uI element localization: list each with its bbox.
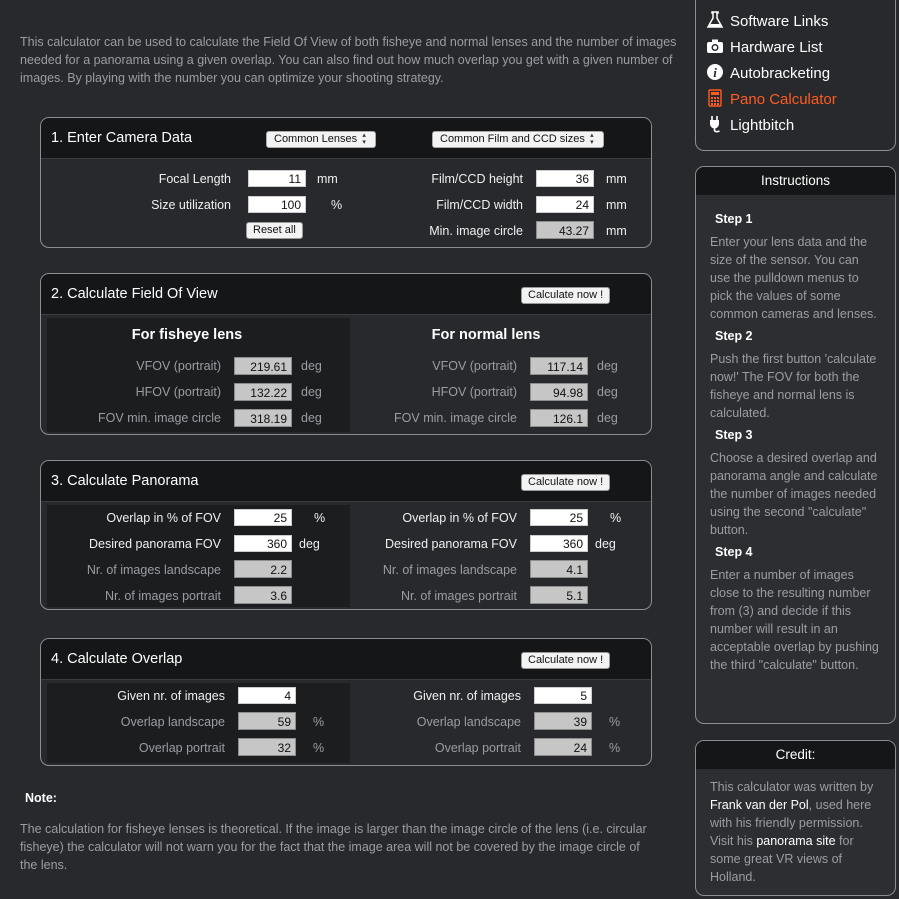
nav-item-label: Lightbitch xyxy=(730,117,795,134)
panorama-panel xyxy=(40,460,652,610)
nav-item-lightbitch[interactable] xyxy=(706,115,794,137)
normal-vfov-output: 117.14 xyxy=(530,357,588,375)
step-text: Choose a desired overlap and panorama angle and calculate the number of images needed using the second "calculate" button. xyxy=(710,451,878,537)
nav-item-software-links[interactable] xyxy=(706,11,828,33)
normal-circle-output: 126.1 xyxy=(530,409,588,427)
fov-circle-label: FOV min. image circle xyxy=(394,411,517,425)
focal-length-label: Focal Length xyxy=(158,172,231,186)
vfov-label: VFOV (portrait) xyxy=(432,359,517,373)
film-ccd-select[interactable]: Common Film and CCD sizes ▴▾ xyxy=(432,131,604,148)
step-title: Step 1 xyxy=(715,212,753,226)
overlap-label: Overlap in % of FOV xyxy=(402,511,517,525)
unit-label: deg xyxy=(301,385,322,399)
nav-menu xyxy=(695,0,896,151)
svg-text:i: i xyxy=(713,65,717,80)
normal-given-images-input[interactable]: 5 xyxy=(534,687,592,704)
focal-length-input[interactable]: 11 xyxy=(248,170,306,187)
unit-label: deg xyxy=(597,385,618,399)
min-image-circle-label: Min. image circle xyxy=(429,224,523,238)
size-utilization-input[interactable]: 100 xyxy=(248,196,306,213)
unit-label: mm xyxy=(317,172,338,186)
hfov-label: HFOV (portrait) xyxy=(135,385,221,399)
panel-title: 2. Calculate Field Of View xyxy=(51,286,218,302)
unit-label: deg xyxy=(299,537,320,551)
normal-hfov-output: 94.98 xyxy=(530,383,588,401)
note-title: Note: xyxy=(25,791,57,805)
normal-heading: For normal lens xyxy=(431,327,541,343)
normal-landscape-output: 4.1 xyxy=(530,560,588,578)
note-text: The calculation for fisheye lenses is theoretical. If the image is larger than the image circle of the lens (i.e. circular fisheye) the calculator will not warn you for the fact that the image area will not be covered by the image circle of the lens. xyxy=(20,822,647,872)
step-text: Enter a number of images close to the resulting number from (3) and decide if this number will result in an acceptable overlap by pushing the third "calculate" button. xyxy=(710,568,879,672)
panel-title: 3. Calculate Panorama xyxy=(51,473,199,489)
instructions-title: Instructions xyxy=(696,167,895,195)
nav-item-label: Hardware List xyxy=(730,39,823,56)
unit-label: % xyxy=(610,511,622,525)
calculator-icon xyxy=(706,89,724,107)
given-images-label: Given nr. of images xyxy=(117,689,225,703)
flask-icon xyxy=(706,11,724,29)
images-portrait-label: Nr. of images portrait xyxy=(400,589,517,603)
film-height-label: Film/CCD height xyxy=(431,172,523,186)
images-portrait-label: Nr. of images portrait xyxy=(104,589,221,603)
credit-box xyxy=(695,740,896,896)
step-title: Step 2 xyxy=(715,329,753,343)
fisheye-landscape-output: 2.2 xyxy=(234,560,292,578)
unit-label: % xyxy=(331,198,343,212)
overlap-portrait-label: Overlap portrait xyxy=(434,741,521,755)
calculate-overlap-button[interactable]: Calculate now ! xyxy=(521,652,610,669)
overlap-landscape-label: Overlap landscape xyxy=(120,715,225,729)
credit-title: Credit: xyxy=(696,741,895,769)
unit-label: deg xyxy=(595,537,616,551)
fisheye-overlap-landscape-output: 59 xyxy=(238,712,296,730)
nav-item-label: Software Links xyxy=(730,13,829,30)
unit-label: deg xyxy=(597,411,618,425)
unit-label: mm xyxy=(606,198,627,212)
fisheye-hfov-output: 132.22 xyxy=(234,383,292,401)
fisheye-overlap-input[interactable]: 25 xyxy=(234,509,292,526)
film-width-input[interactable]: 24 xyxy=(536,196,594,213)
overlap-portrait-label: Overlap portrait xyxy=(138,741,225,755)
images-landscape-label: Nr. of images landscape xyxy=(382,563,517,577)
instructions-box xyxy=(695,166,896,724)
fisheye-vfov-output: 219.61 xyxy=(234,357,292,375)
normal-portrait-output: 5.1 xyxy=(530,586,588,604)
step-title: Step 4 xyxy=(715,545,753,559)
fov-circle-label: FOV min. image circle xyxy=(98,411,221,425)
unit-label: % xyxy=(314,511,326,525)
panel-title: 4. Calculate Overlap xyxy=(51,651,183,667)
film-width-label: Film/CCD width xyxy=(436,198,523,212)
fisheye-given-images-input[interactable]: 4 xyxy=(238,687,296,704)
overlap-landscape-label: Overlap landscape xyxy=(416,715,521,729)
nav-item-hardware-list[interactable] xyxy=(706,37,823,59)
unit-label: % xyxy=(313,715,325,729)
nav-item-label: Autobracketing xyxy=(730,65,831,82)
normal-overlap-input[interactable]: 25 xyxy=(530,509,588,526)
fisheye-pano-fov-input[interactable]: 360 xyxy=(234,535,292,552)
overlap-label: Overlap in % of FOV xyxy=(106,511,221,525)
reset-all-button[interactable]: Reset all xyxy=(246,222,303,239)
intro-text: This calculator can be used to calculate the Field Of View of both fisheye and normal lenses and the number of images needed for a panorama using a given overlap. You can also find out how much overlap you get with a given number of images. By playing with the number you can optimize your shooting strategy. xyxy=(20,35,677,85)
unit-label: deg xyxy=(301,359,322,373)
credit-text: This calculator was written by xyxy=(710,780,874,794)
pano-fov-label: Desired panorama FOV xyxy=(384,537,517,551)
unit-label: deg xyxy=(597,359,618,373)
pano-fov-label: Desired panorama FOV xyxy=(88,537,221,551)
fov-panel xyxy=(40,273,652,435)
nav-item-autobracketing[interactable] xyxy=(706,63,830,85)
fisheye-overlap-portrait-output: 32 xyxy=(238,738,296,756)
fisheye-portrait-output: 3.6 xyxy=(234,586,292,604)
fisheye-heading: For fisheye lens xyxy=(131,327,243,343)
unit-label: mm xyxy=(606,224,627,238)
unit-label: % xyxy=(609,741,621,755)
panel-title: 1. Enter Camera Data xyxy=(51,130,193,146)
normal-pano-fov-input[interactable]: 360 xyxy=(530,535,588,552)
step-text: Push the first button 'calculate now!' The FOV for both the fisheye and normal lens is calculated. xyxy=(710,352,877,420)
info-icon xyxy=(706,63,724,81)
step-text: Enter your lens data and the size of the sensor. You can use the pulldown menus to pick the values of some common cameras and lenses. xyxy=(710,235,877,321)
unit-label: deg xyxy=(301,411,322,425)
min-image-circle-output: 43.27 xyxy=(536,221,594,239)
camera-icon xyxy=(706,37,724,55)
unit-label: % xyxy=(609,715,621,729)
common-lenses-select[interactable]: Common Lenses ▴▾ xyxy=(266,131,376,148)
step-title: Step 3 xyxy=(715,428,753,442)
credit-text: , used here with his friendly permission. Visit his xyxy=(710,798,872,848)
normal-overlap-landscape-output: 39 xyxy=(534,712,592,730)
given-images-label: Given nr. of images xyxy=(413,689,521,703)
normal-overlap-portrait-output: 24 xyxy=(534,738,592,756)
credit-text: for some great VR views of Holland. xyxy=(710,834,854,884)
unit-label: % xyxy=(313,741,325,755)
calculate-panorama-button[interactable]: Calculate now ! xyxy=(521,474,610,491)
film-height-input[interactable]: 36 xyxy=(536,170,594,187)
unit-label: mm xyxy=(606,172,627,186)
author-link[interactable]: Frank van der Pol xyxy=(710,798,809,812)
nav-item-pano-calculator[interactable] xyxy=(706,89,837,111)
fisheye-circle-output: 318.19 xyxy=(234,409,292,427)
size-utilization-label: Size utilization xyxy=(151,198,231,212)
overlap-panel xyxy=(40,638,652,766)
nav-item-label: Pano Calculator xyxy=(730,91,837,108)
calculate-fov-button[interactable]: Calculate now ! xyxy=(521,287,610,304)
images-landscape-label: Nr. of images landscape xyxy=(86,563,221,577)
vfov-label: VFOV (portrait) xyxy=(136,359,221,373)
panorama-site-link[interactable]: panorama site xyxy=(756,834,836,848)
plug-icon xyxy=(706,115,724,133)
camera-data-panel xyxy=(40,117,652,248)
hfov-label: HFOV (portrait) xyxy=(431,385,517,399)
